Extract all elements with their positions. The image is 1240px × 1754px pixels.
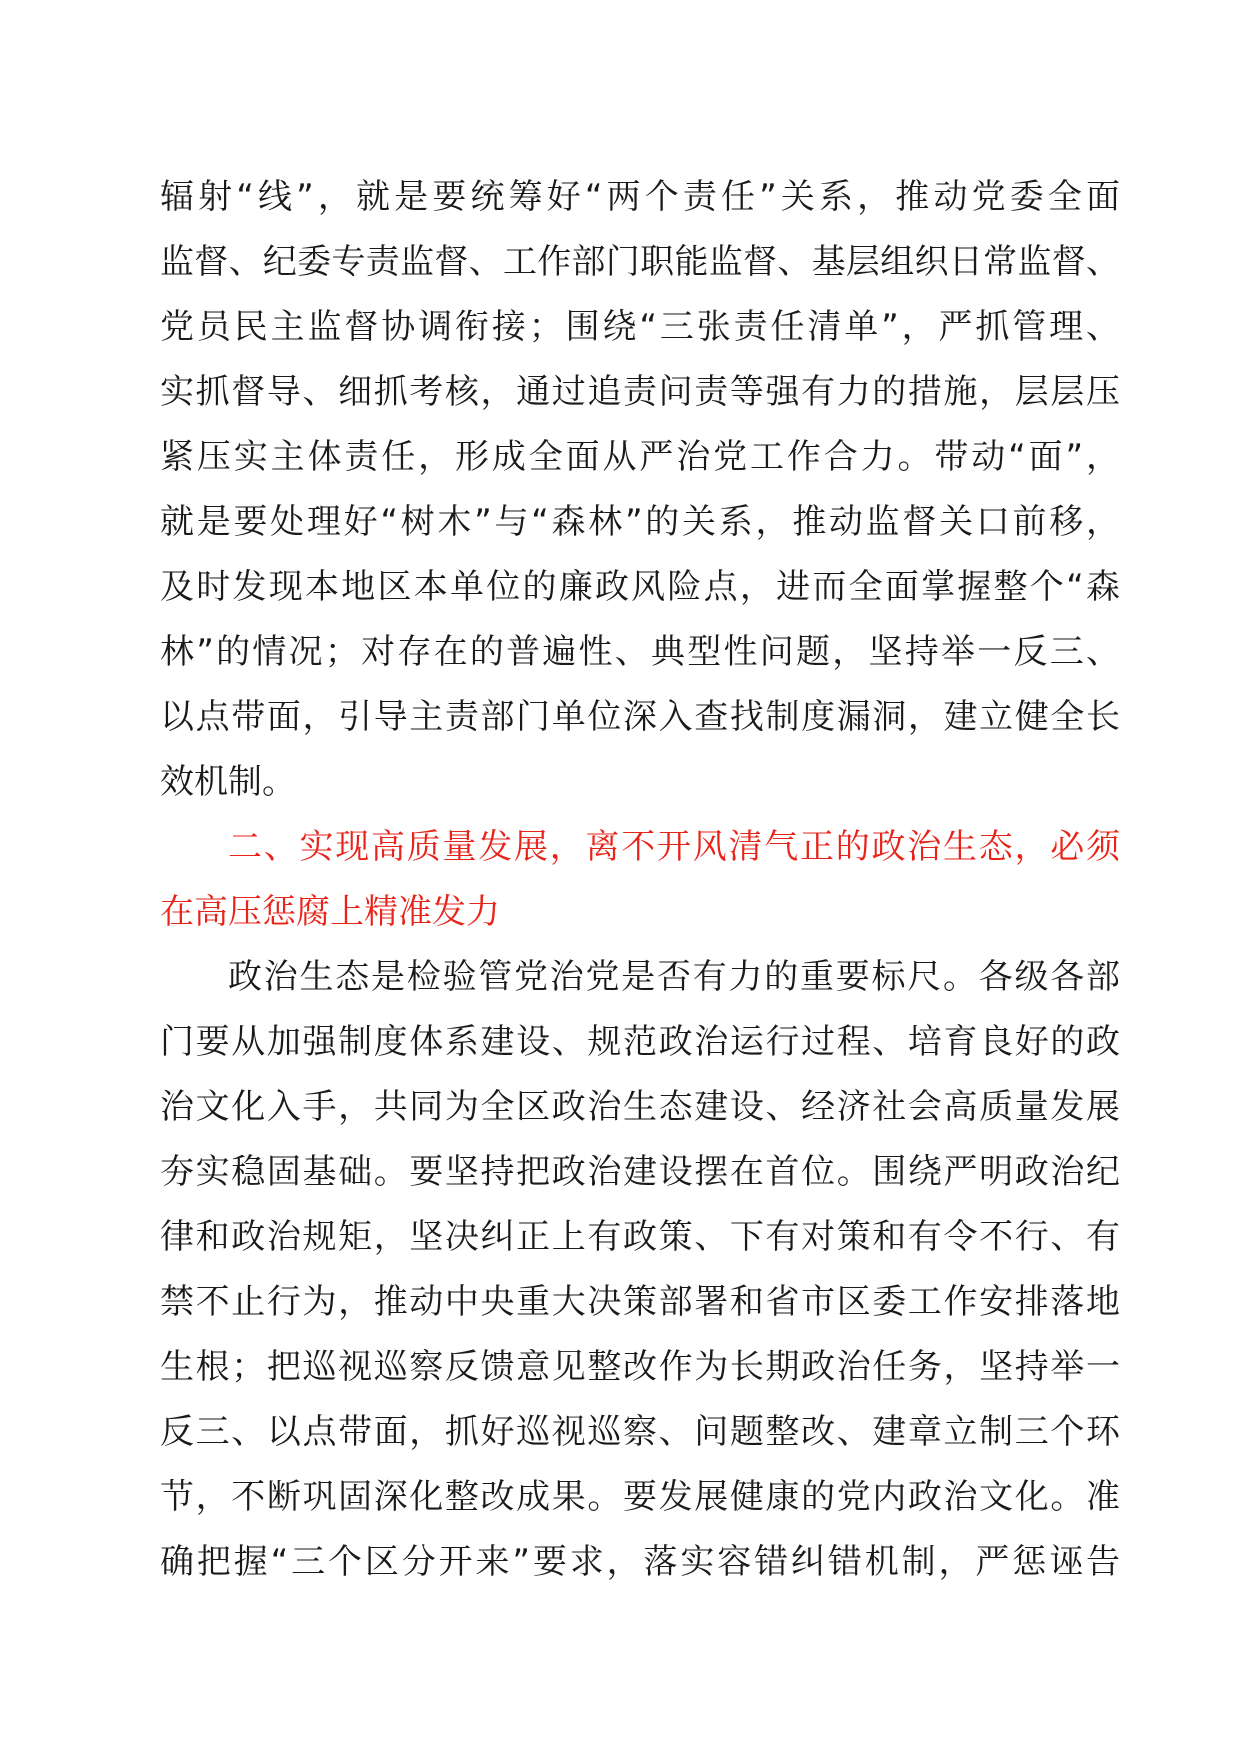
text-line: 林”的情况；对存在的普遍性、典型性问题，坚持举一反三、: [160, 632, 1120, 672]
text-line: 夯实稳固基础。要坚持把政治建设摆在首位。围绕严明政治纪: [160, 1152, 1120, 1192]
text-line: 门要从加强制度体系建设、规范政治运行过程、培育良好的政: [160, 1022, 1120, 1062]
text-line: 反三、以点带面，抓好巡视巡察、问题整改、建章立制三个环: [160, 1412, 1120, 1452]
document-body: [160, 165, 1120, 1595]
text-line: 就是要处理好“树木”与“森林”的关系，推动监督关口前移，: [160, 502, 1120, 542]
heading-line: 二、实现高质量发展，离不开风清气正的政治生态，必须: [228, 827, 1120, 867]
heading-line: 在高压惩腐上精准发力: [160, 892, 500, 932]
paragraph-2: [160, 945, 1120, 1595]
text-line: 节，不断巩固深化整改成果。要发展健康的党内政治文化。准: [160, 1477, 1120, 1517]
text-line: 及时发现本地区本单位的廉政风险点，进而全面掌握整个“森: [160, 567, 1120, 607]
text-line: 政治生态是检验管党治党是否有力的重要标尺。各级各部: [228, 957, 1120, 997]
section-heading: [160, 815, 1120, 945]
text-line: 实抓督导、细抓考核，通过追责问责等强有力的措施，层层压: [160, 372, 1120, 412]
text-line: 以点带面，引导主责部门单位深入查找制度漏洞，建立健全长: [160, 697, 1120, 737]
text-line: 律和政治规矩，坚决纠正上有政策、下有对策和有令不行、有: [160, 1217, 1120, 1257]
text-line: 确把握“三个区分开来”要求，落实容错纠错机制，严惩诬告: [160, 1542, 1120, 1582]
text-line: 党员民主监督协调衔接；围绕“三张责任清单”，严抓管理、: [160, 307, 1120, 347]
text-line: 效机制。: [160, 762, 296, 802]
text-line: 紧压实主体责任，形成全面从严治党工作合力。带动“面”，: [160, 437, 1120, 477]
paragraph-1: [160, 165, 1120, 815]
text-line: 辐射“线”，就是要统筹好“两个责任”关系，推动党委全面: [160, 177, 1120, 217]
text-line: 生根；把巡视巡察反馈意见整改作为长期政治任务，坚持举一: [160, 1347, 1120, 1387]
text-line: 监督、纪委专责监督、工作部门职能监督、基层组织日常监督、: [160, 242, 1120, 282]
text-line: 治文化入手，共同为全区政治生态建设、经济社会高质量发展: [160, 1087, 1120, 1127]
text-line: 禁不止行为，推动中央重大决策部署和省市区委工作安排落地: [160, 1282, 1120, 1322]
